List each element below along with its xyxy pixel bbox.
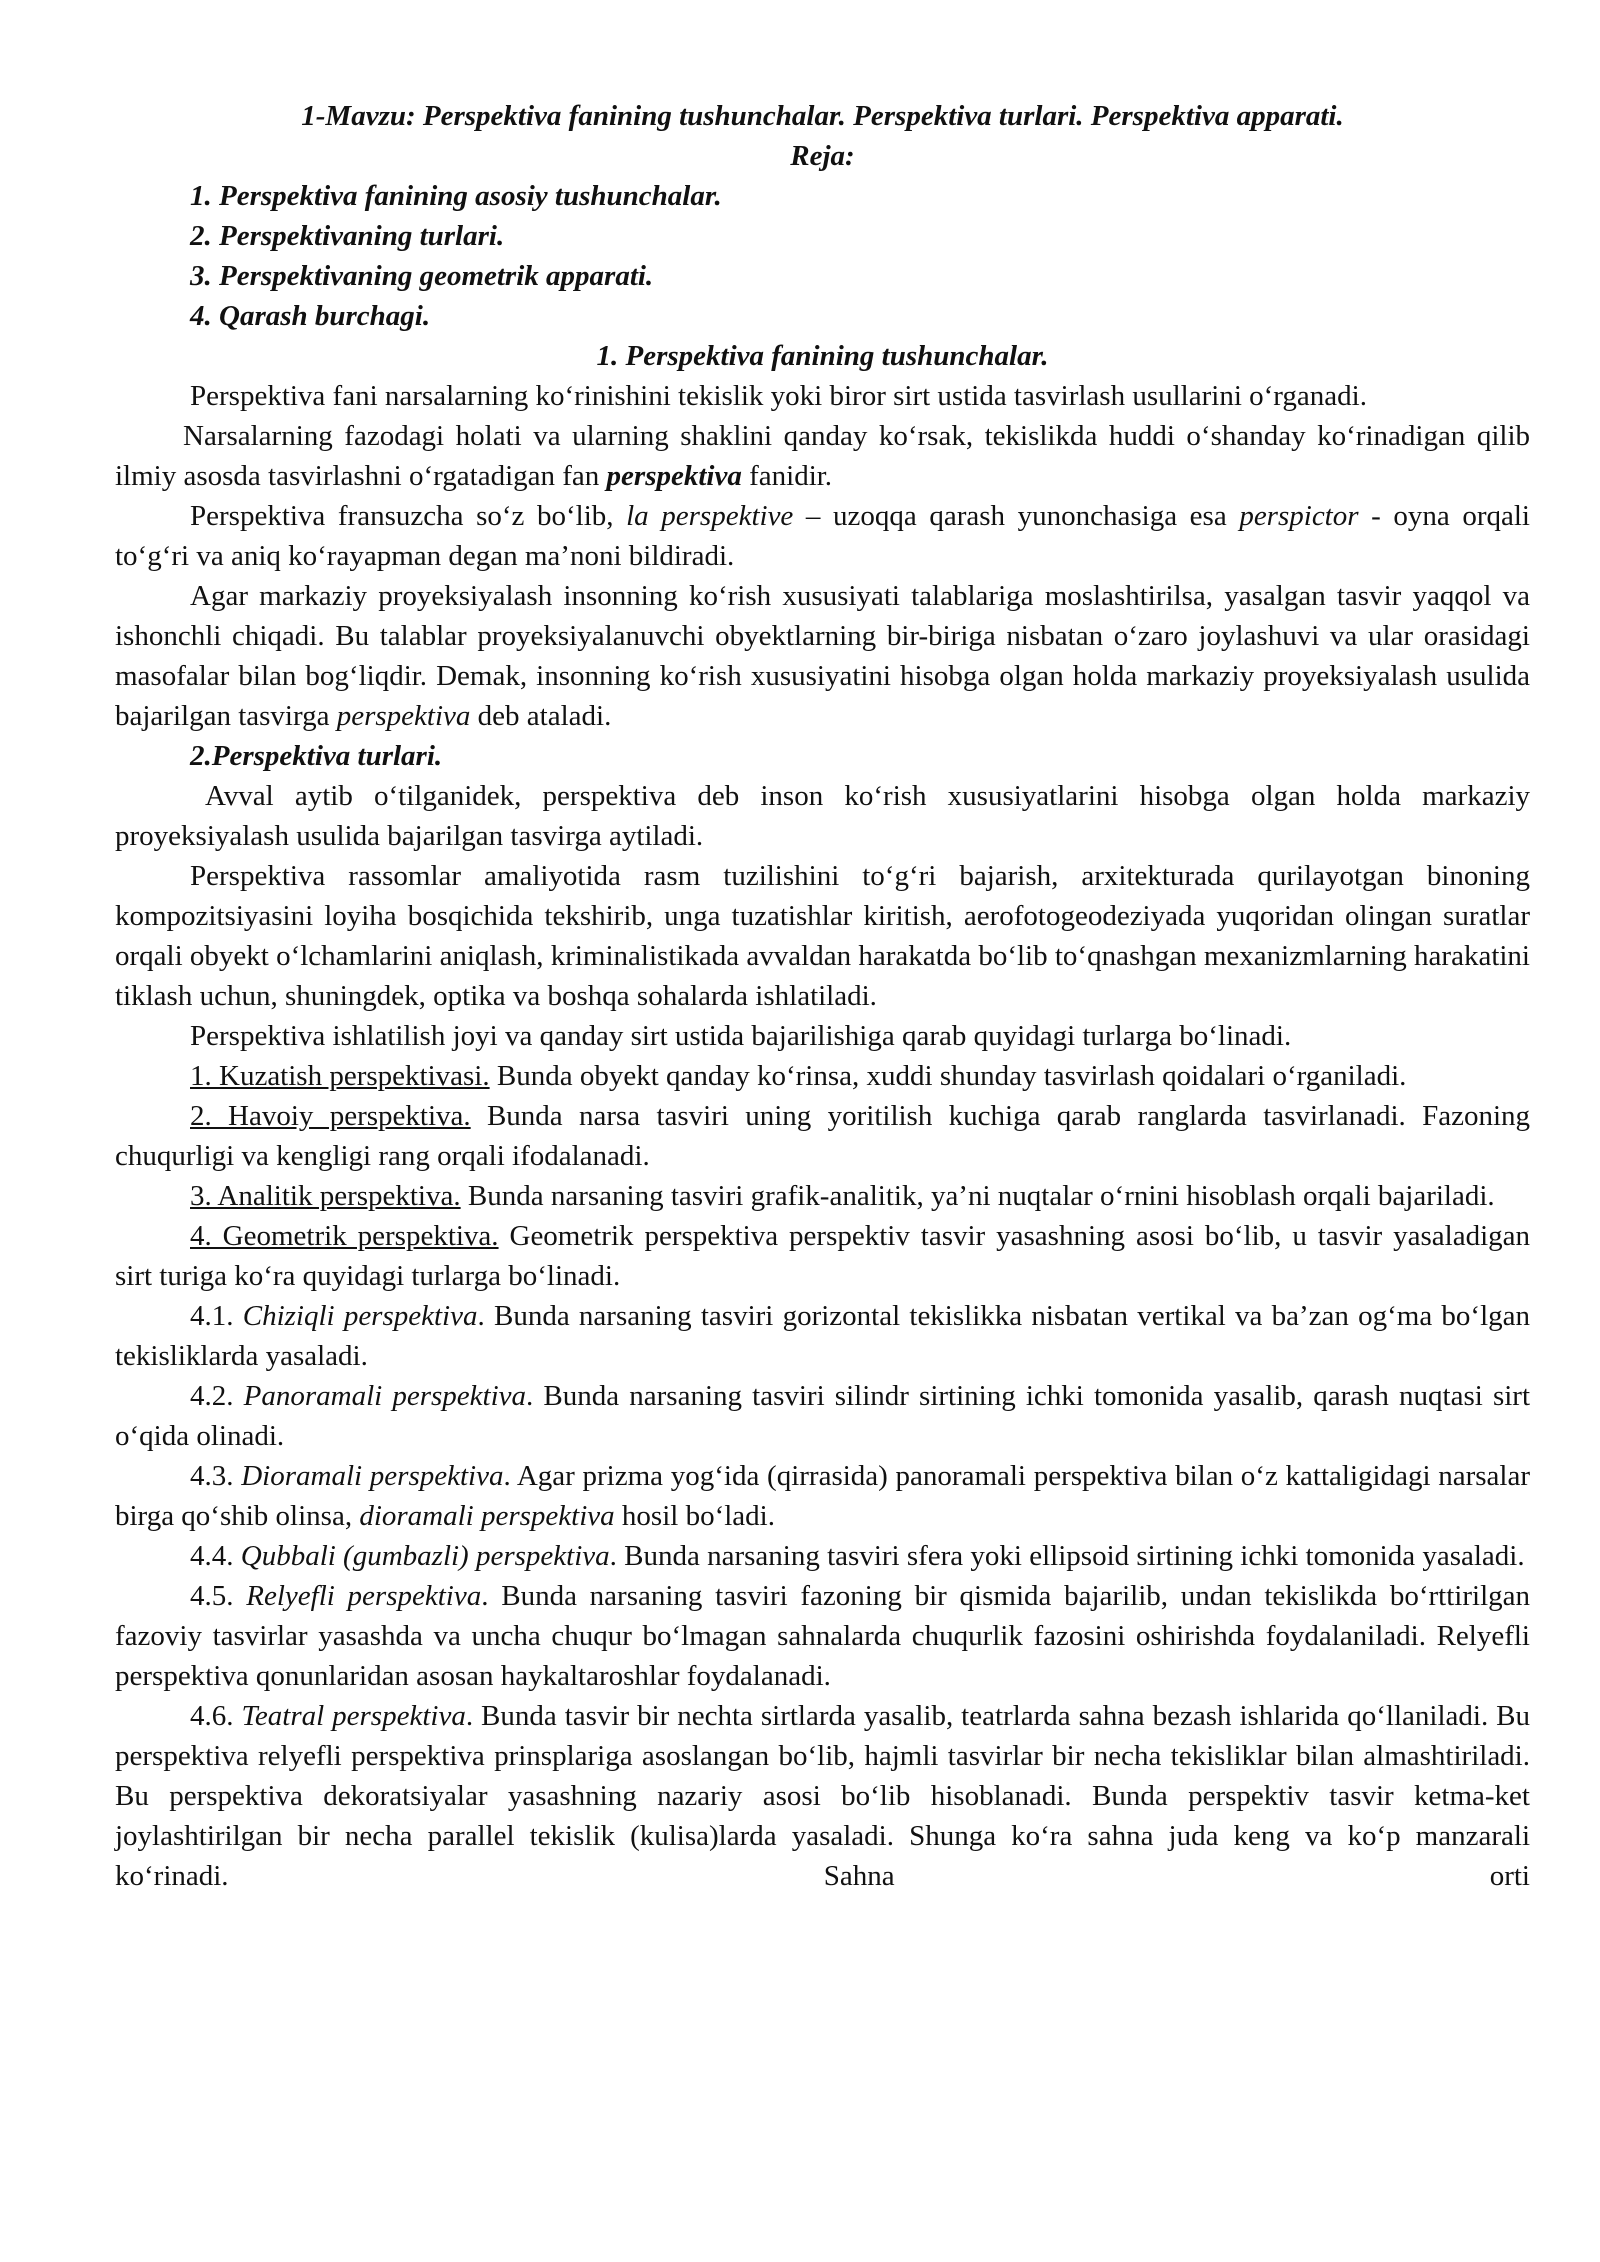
type-text: Bunda narsaning tasviri grafik-analitik, yaʼni nuqtalar oʻrnini hisoblash orqali bajariladi. [460, 1180, 1495, 1212]
subtype-4-6 [115, 1696, 1530, 1896]
subtype-text: . Bunda tasvir bir nechta sirtlarda yasalib, teatrlarda sahna bezash ishlarida qoʻllaniladi. Bu perspektiva relyefli perspektiva prinsplariga asoslangan boʻlib, hajmli tasvirlar bir necha tekisliklar bilan almashtiriladi. Bu perspektiva dekoratsiyalar yasashning nazariy asosi boʻlib hisoblanadi. Bunda perspektiv tasvir ketma-ket joylashtirilgan bir necha parallel tekislik (kulisa)larda yasaladi. Shunga koʻra sahna juda keng va koʻp manzarali koʻrinadi. Sahna orti [115, 1700, 1530, 1892]
p3-term1: la perspektive [626, 500, 794, 532]
p2-end: fanidir. [741, 460, 833, 492]
paragraph-3 [115, 496, 1530, 576]
type-4 [115, 1216, 1530, 1296]
p4-term: perspektiva [336, 700, 471, 732]
p4-end: deb ataladi. [470, 700, 612, 732]
plan-item: 3. Perspektivaning geometrik apparati. [190, 260, 654, 292]
plan-heading: Reja: [790, 140, 855, 172]
paragraph-7: Perspektiva ishlatilish joyi va qanday sirt ustida bajarilishiga qarab quyidagi turlarga boʻlinadi. [190, 1020, 1292, 1052]
subtype-text: . Bunda narsaning tasviri fazoning bir qismida bajarilib, undan tekislikda boʻrttirilgan fazoviy tasvirlar yasashda va uncha chuqur boʻlmagan sahnalarda chuqurlik fazosini oshirishda foydalaniladi. Relyefli perspektiva qonunlaridan asosan haykaltaroshlar foydalanadi. [115, 1580, 1530, 1692]
subtype-text-2: hosil boʻladi. [614, 1500, 775, 1532]
type-text: Geometrik perspektiva perspektiv tasvir yasashning asosi boʻlib, u tasvir yasaladigan sirt turiga koʻra quyidagi turlarga boʻlinadi. [115, 1220, 1531, 1292]
document-page [115, 96, 1530, 1896]
plan-item: 4. Qarash burchagi. [190, 300, 431, 332]
page-title: 1-Mavzu: Perspektiva fanining tushunchalar. Perspektiva turlari. Perspektiva apparati. [301, 100, 1344, 132]
p3-b: – uzoqqa qarash yunonchasiga esa [793, 500, 1240, 532]
subtype-num: 4.3. [190, 1460, 242, 1492]
subtype-name: Relyefli perspektiva [246, 1580, 482, 1612]
paragraph-2 [115, 416, 1530, 496]
p2-term: perspektiva [606, 460, 742, 492]
subtype-name-2: dioramali perspektiva [359, 1500, 615, 1532]
p2-text: Narsalarning fazodagi holati va ularning shaklini qanday koʻrsak, tekislikda huddi oʻshanday koʻrinadigan qilib ilmiy asosda tasvirlashni oʻrgatadigan fan [115, 420, 1530, 492]
subtype-text: . Bunda narsaning tasviri silindr sirtining ichki tomonida yasalib, qarash nuqtasi sirt oʻqida olinadi. [115, 1380, 1531, 1452]
type-label: 3. Analitik perspektiva. [190, 1180, 461, 1212]
subtype-4-1 [115, 1296, 1530, 1376]
subtype-name: Panoramali perspektiva [243, 1380, 527, 1412]
type-label: 1. Kuzatish perspektivasi. [190, 1060, 490, 1092]
subtype-4-3 [115, 1456, 1530, 1536]
subtype-num: 4.5. [190, 1580, 247, 1612]
type-2 [115, 1096, 1530, 1176]
subtype-num: 4.4. [190, 1540, 241, 1572]
subtype-num: 4.2. [190, 1380, 244, 1412]
p3-c: - oyna orqali toʻgʻri va aniq koʻrayapman degan maʼnoni bildiradi. [115, 500, 1530, 572]
plan-item: 1. Perspektiva fanining asosiy tushunchalar. [190, 180, 722, 212]
p3-a: Perspektiva fransuzcha soʻz boʻlib, [190, 500, 627, 532]
paragraph-5: Avval aytib oʻtilganidek, perspektiva deb inson koʻrish xususiyatlarini hisobga olgan holda markaziy proyeksiyalash usulida bajarilgan tasvirga aytiladi. [115, 780, 1530, 852]
section1-heading: 1. Perspektiva fanining tushunchalar. [596, 340, 1049, 372]
subtype-text: . Agar prizma yogʻida (qirrasida) panoramali perspektiva bilan oʻz kattaligidagi narsalar birga qoʻshib olinsa, [115, 1460, 1530, 1532]
subtype-4-4 [115, 1536, 1530, 1576]
type-text: Bunda obyekt qanday koʻrinsa, xuddi shunday tasvirlash qoidalari oʻrganiladi. [489, 1060, 1407, 1092]
p4-text: Agar markaziy proyeksiyalash insonning koʻrish xususiyati talablariga moslashtirilsa, yasalgan tasvir yaqqol va ishonchli chiqadi. Bu talablar proyeksiyalanuvchi obyektlarning bir-biriga nisbatan oʻzaro joylashuvi va ular orasidagi masofalar bilan bogʻliqdir. Demak, insonning koʻrish xususiyatini hisobga olgan holda markaziy proyeksiyalash usulida bajarilgan tasvirga [115, 580, 1530, 732]
plan-item: 2. Perspektivaning turlari. [190, 220, 505, 252]
paragraph-1: Perspektiva fani narsalarning koʻrinishini tekislik yoki biror sirt ustida tasvirlash usullarini oʻrganadi. [190, 380, 1367, 412]
type-text: Bunda narsa tasviri uning yoritilish kuchiga qarab ranglarda tasvirlanadi. Fazoning chuqurligi va kengligi rang orqali ifodalanadi. [115, 1100, 1531, 1172]
subtype-name: Qubbali (gumbazli) perspektiva [240, 1540, 610, 1572]
subtype-num: 4.6. [190, 1700, 242, 1732]
subtype-name: Teatral perspektiva [241, 1700, 466, 1732]
type-1 [115, 1056, 1530, 1096]
paragraph-6: Perspektiva rassomlar amaliyotida rasm tuzilishini toʻgʻri bajarish, arxitekturada qurilayotgan binoning kompozitsiyasini loyiha bosqichida tekshirib, unga tuzatishlar kiritish, aerofotogeodeziyada yuqoridan olingan suratlar orqali obyekt oʻlchamlarini aniqlash, kriminalistikada avvaldan harakatda boʻlib toʻqnashgan mexanizmlarning harakatini tiklash uchun, shuningdek, optika va boshqa sohalarda ishlatiladi. [115, 860, 1530, 1012]
type-label: 4. Geometrik perspektiva. [190, 1220, 499, 1252]
paragraph-4 [115, 576, 1530, 736]
subtype-name: Dioramali perspektiva [241, 1460, 504, 1492]
subtype-num: 4.1. [190, 1300, 243, 1332]
type-3 [115, 1176, 1530, 1216]
plan-list [115, 176, 1530, 336]
subtype-4-2 [115, 1376, 1530, 1456]
subtype-name: Chiziqli perspektiva [242, 1300, 478, 1332]
section2-heading: 2.Perspektiva turlari. [190, 740, 443, 772]
type-label: 2. Havoiy perspektiva. [190, 1100, 471, 1132]
subtype-4-5 [115, 1576, 1530, 1696]
subtype-text: . Bunda narsaning tasviri gorizontal tekislikka nisbatan vertikal va baʼzan ogʻma boʻlgan tekisliklarda yasaladi. [115, 1300, 1531, 1372]
p3-term2: perspictor [1239, 500, 1359, 532]
subtype-text: . Bunda narsaning tasviri sfera yoki ellipsoid sirtining ichki tomonida yasaladi. [609, 1540, 1525, 1572]
